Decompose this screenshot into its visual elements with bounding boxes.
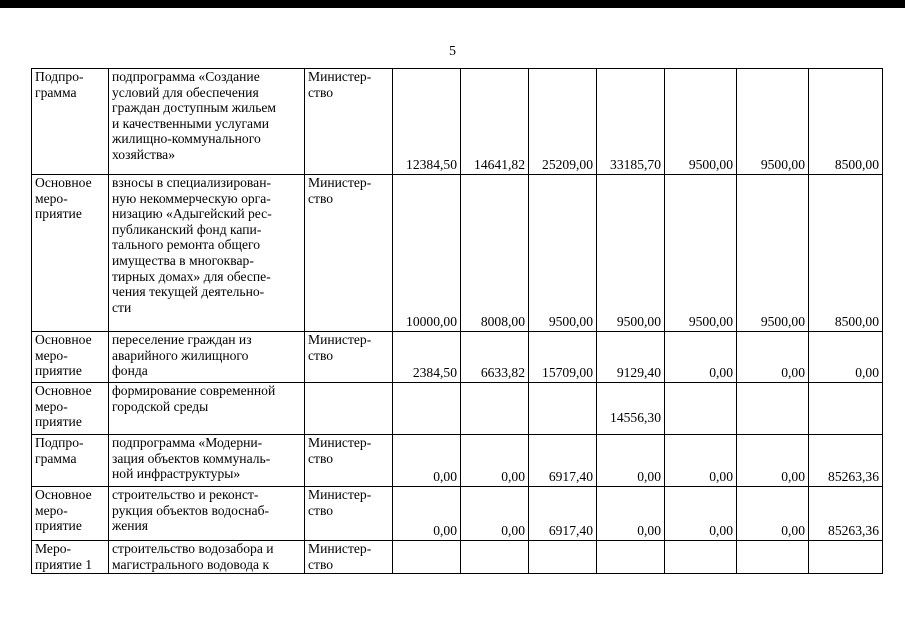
value-cell (809, 383, 883, 435)
value-cell (393, 541, 461, 574)
page-number: 5 (449, 44, 456, 59)
value-cell: 0,00 (665, 487, 737, 541)
value-cell: 6633,82 (461, 332, 529, 383)
row-executor-cell: Министер- ство (305, 487, 393, 541)
value-cell (461, 541, 529, 574)
value-cell: 85263,36 (809, 487, 883, 541)
value-cell (393, 383, 461, 435)
value-cell: 0,00 (461, 435, 529, 487)
row-description-cell: строительство водозабора и магистрального водовода к (109, 541, 305, 574)
value-cell: 0,00 (737, 487, 809, 541)
row-type-cell: Подпро- грамма (32, 435, 109, 487)
value-cell: 9500,00 (665, 69, 737, 175)
value-cell: 0,00 (393, 487, 461, 541)
value-cell (737, 541, 809, 574)
value-cell (597, 541, 665, 574)
value-cell: 0,00 (809, 332, 883, 383)
value-cell: 8500,00 (809, 175, 883, 332)
row-description-cell: строительство и реконст- рукция объектов водоснаб- жения (109, 487, 305, 541)
row-type-cell: Основное меро- приятие (32, 175, 109, 332)
value-cell: 8500,00 (809, 69, 883, 175)
value-cell: 12384,50 (393, 69, 461, 175)
value-cell: 85263,36 (809, 435, 883, 487)
value-cell (461, 383, 529, 435)
value-cell: 15709,00 (529, 332, 597, 383)
value-cell: 0,00 (665, 435, 737, 487)
row-description-cell: подпрограмма «Модерни- зация объектов коммуналь- ной инфраструктуры» (109, 435, 305, 487)
row-type-cell: Основное меро- приятие (32, 383, 109, 435)
value-cell: 0,00 (461, 487, 529, 541)
value-cell: 0,00 (597, 487, 665, 541)
value-cell: 6917,40 (529, 487, 597, 541)
value-cell (529, 541, 597, 574)
scan-top-border (0, 0, 905, 8)
row-executor-cell: Министер- ство (305, 69, 393, 175)
value-cell: 9500,00 (737, 175, 809, 332)
value-cell: 0,00 (393, 435, 461, 487)
table-row (32, 435, 883, 487)
table-row (32, 383, 883, 435)
table-row (32, 69, 883, 175)
row-executor-cell: Министер- ство (305, 435, 393, 487)
value-cell (529, 383, 597, 435)
table-row (32, 175, 883, 332)
value-cell: 0,00 (597, 435, 665, 487)
value-cell: 6917,40 (529, 435, 597, 487)
value-cell: 9500,00 (737, 69, 809, 175)
value-cell: 9500,00 (597, 175, 665, 332)
value-cell: 9129,40 (597, 332, 665, 383)
value-cell: 0,00 (737, 435, 809, 487)
value-cell: 9500,00 (665, 175, 737, 332)
row-type-cell: Основное меро- приятие (32, 332, 109, 383)
row-description-cell: взносы в специализирован- ную некоммерческую орга- низацию «Адыгейский рес- публиканский фонд капи- тального ремонта общего имущества в многоквар- тирных домах» для обеспе- чения текущей деятельно- сти (109, 175, 305, 332)
value-cell (809, 541, 883, 574)
row-description-cell: переселение граждан из аварийного жилищного фонда (109, 332, 305, 383)
table-row (32, 487, 883, 541)
row-type-cell: Меро- приятие 1 (32, 541, 109, 574)
row-executor-cell (305, 383, 393, 435)
value-cell: 33185,70 (597, 69, 665, 175)
table-row (32, 541, 883, 574)
value-cell: 0,00 (737, 332, 809, 383)
value-cell: 14556,30 (597, 383, 665, 435)
row-type-cell: Подпро- грамма (32, 69, 109, 175)
value-cell (665, 541, 737, 574)
value-cell: 14641,82 (461, 69, 529, 175)
row-executor-cell: Министер- ство (305, 541, 393, 574)
row-executor-cell: Министер- ство (305, 332, 393, 383)
table-row (32, 332, 883, 383)
value-cell: 25209,00 (529, 69, 597, 175)
row-type-cell: Основное меро- приятие (32, 487, 109, 541)
value-cell (665, 383, 737, 435)
value-cell (737, 383, 809, 435)
value-cell: 9500,00 (529, 175, 597, 332)
row-executor-cell: Министер- ство (305, 175, 393, 332)
program-funding-table (31, 68, 883, 574)
row-description-cell: подпрограмма «Создание условий для обеспечения граждан доступным жильем и качественными услугами жилищно-коммунального хозяйства» (109, 69, 305, 175)
value-cell: 10000,00 (393, 175, 461, 332)
value-cell: 8008,00 (461, 175, 529, 332)
value-cell: 2384,50 (393, 332, 461, 383)
value-cell: 0,00 (665, 332, 737, 383)
row-description-cell: формирование современной городской среды (109, 383, 305, 435)
